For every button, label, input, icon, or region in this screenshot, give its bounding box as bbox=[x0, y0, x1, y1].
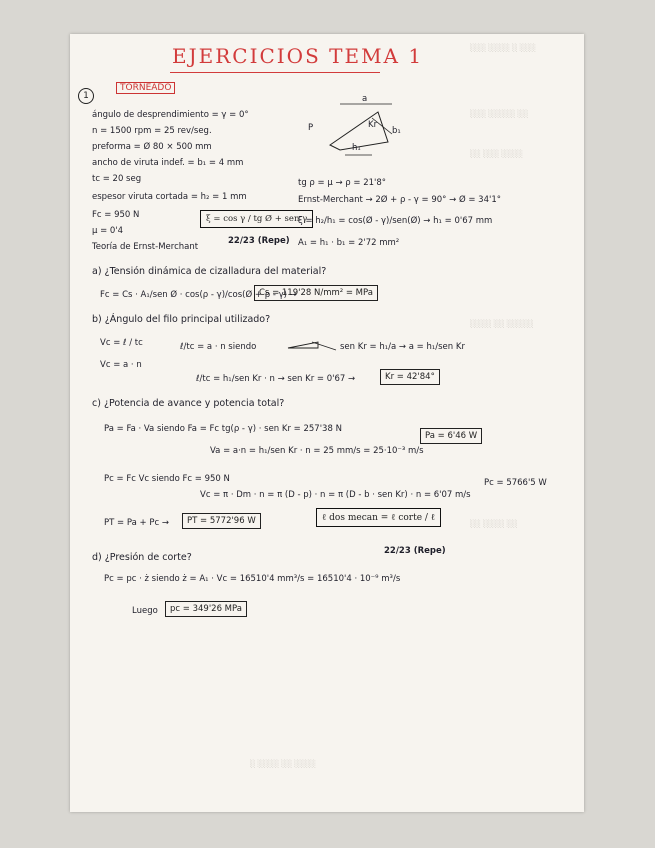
work-b2: Vc = a · n bbox=[100, 360, 142, 370]
side-calc: A₁ = h₁ · b₁ = 2'72 mm² bbox=[298, 238, 400, 248]
work-c-pa: Pa = Fa · Va siendo Fa = Fc tg(ρ - γ) · sen Kr = 257'38 N bbox=[104, 424, 342, 434]
answer-a-text: Cs = 119'28 N/mm² = MPa bbox=[259, 288, 373, 298]
given-line: μ = 0'4 bbox=[92, 226, 124, 236]
bleed-text: ░ ░░░░ ░░ ░░░░ bbox=[250, 760, 316, 768]
question-c: c) ¿Potencia de avance y potencia total? bbox=[92, 398, 285, 409]
work-b3: ℓ/tc = a · n siendo bbox=[180, 342, 257, 352]
bleed-text: ░░ ░░░ ░░░░ bbox=[470, 150, 523, 158]
given-line: Teoría de Ernst-Merchant bbox=[92, 242, 199, 252]
formula-ref: 22/23 (Repe) bbox=[228, 236, 290, 246]
bleed-text: ░░░ ░░░░░ ░░ bbox=[470, 110, 529, 118]
section-title: TORNEADO bbox=[116, 82, 175, 94]
side-calc: Ernst-Merchant → 2Ø + ρ - γ = 90° → Ø = 34'1° bbox=[298, 195, 501, 205]
given-line: Fc = 950 N bbox=[92, 210, 140, 220]
cut-diagram bbox=[288, 104, 392, 350]
answer-c-pc: Pc = 5766'5 W bbox=[484, 478, 547, 488]
given-line: ancho de viruta indef. = b₁ = 4 mm bbox=[92, 158, 244, 168]
question-b: b) ¿Ángulo del filo principal utilizado? bbox=[92, 314, 271, 325]
bleed-text: ░░░ ░░░░ ░ ░░░ bbox=[470, 44, 536, 52]
side-calc: tg ρ = μ → ρ = 21'8° bbox=[298, 178, 387, 188]
diagram-label-h1: h₁ bbox=[352, 143, 361, 153]
bleed-text: ░░░░ ░░ ░░░░░ bbox=[470, 320, 534, 328]
question-d: d) ¿Presión de corte? bbox=[92, 552, 192, 563]
formula-box-l bbox=[316, 508, 441, 527]
given-line: espesor viruta cortada = h₂ = 1 mm bbox=[92, 192, 247, 202]
given-line: n = 1500 rpm = 25 rev/seg. bbox=[92, 126, 212, 136]
answer-b-text: Kr = 42'84° bbox=[385, 372, 435, 382]
answer-d-text: pc = 349'26 MPa bbox=[170, 604, 242, 614]
work-c-pt: PT = Pa + Pc → bbox=[104, 518, 169, 528]
question-a: a) ¿Tensión dinámica de cizalladura del material? bbox=[92, 266, 327, 277]
answer-d bbox=[165, 601, 247, 617]
answer-c-pa bbox=[420, 428, 482, 444]
answer-c-pt-text: PT = 5772'96 W bbox=[187, 516, 256, 526]
diagram-label-a: a bbox=[362, 94, 368, 104]
given-line: ángulo de desprendimiento = γ = 0° bbox=[92, 110, 249, 120]
work-c-vc: Vc = π · Dm · n = π (D - p) · n = π (D - b · sen Kr) · n = 6'07 m/s bbox=[200, 490, 471, 500]
diagram-label-b1: b₁ bbox=[392, 126, 401, 136]
formula-l-ref: 22/23 (Repe) bbox=[384, 546, 446, 556]
work-a: Fc = Cs · A₁/sen Ø · cos(ρ - γ)/cos(Ø + ρ - γ) → bbox=[100, 290, 297, 300]
formula-l-text: ℓ dos mecan = ℓ corte / ℓ bbox=[322, 513, 436, 523]
exercise-number: 1 bbox=[78, 88, 94, 104]
answer-c-pt bbox=[182, 513, 261, 529]
given-line: preforma = Ø 80 × 500 mm bbox=[92, 142, 212, 152]
work-d-luego: Luego bbox=[132, 606, 158, 616]
side-calc: ξ = h₂/h₁ = cos(Ø - γ)/sen(Ø) → h₁ = 0'67 mm bbox=[298, 216, 493, 226]
work-c-pc: Pc = Fc Vc siendo Fc = 950 N bbox=[104, 474, 230, 484]
answer-c-pa-text: Pa = 6'46 W bbox=[425, 431, 478, 441]
answer-b bbox=[380, 369, 440, 385]
work-d: Pc = pc · ż siendo ż = A₁ · Vc = 16510'4 mm³/s = 16510'4 · 10⁻⁹ m³/s bbox=[104, 574, 401, 584]
answer-a bbox=[254, 285, 378, 301]
bleed-text: ░░ ░░░░ ░░ bbox=[470, 520, 518, 528]
formula-text: ξ = cos γ / tg Ø + sen γ bbox=[206, 214, 308, 224]
given-line: tc = 20 seg bbox=[92, 174, 142, 184]
work-b5: ℓ/tc = h₁/sen Kr · n → sen Kr = 0'67 → bbox=[196, 374, 356, 384]
work-b1: Vc = ℓ / tc bbox=[100, 338, 143, 348]
page-title: EJERCICIOS TEMA 1 bbox=[172, 44, 424, 68]
work-c-va: Va = a·n = h₁/sen Kr · n = 25 mm/s = 25·10⁻³ m/s bbox=[210, 446, 424, 456]
work-b4: sen Kr = h₁/a → a = h₁/sen Kr bbox=[340, 342, 465, 352]
diagram-label-kr: Kr bbox=[368, 120, 378, 130]
diagram-label-p: P bbox=[308, 123, 314, 133]
triangle-b-line bbox=[312, 342, 336, 350]
